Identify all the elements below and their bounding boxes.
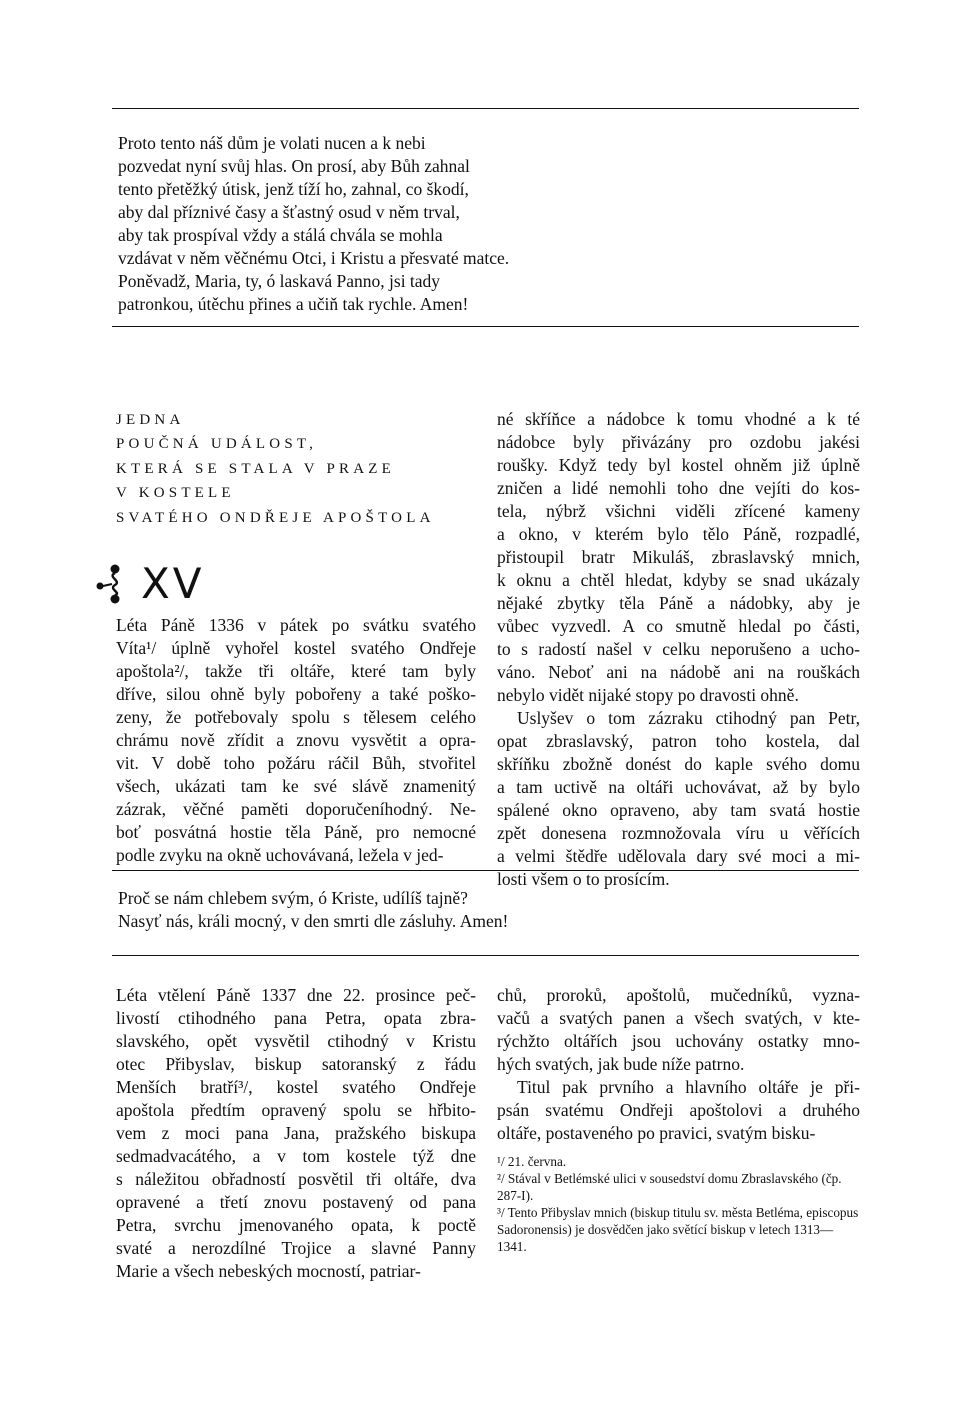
text-line: k oknu a chtěl hledat, kdyby se snad ukázaly xyxy=(497,570,860,590)
text-line: podle zvyku na okně uchovávaná, ležela v jed- xyxy=(116,845,444,865)
verse-line: Nasyť nás, králi mocný, v den smrti dle zásluhy. Amen! xyxy=(118,911,509,931)
poem-line: patronkou, útěchu přines a učiň tak rychle. Amen! xyxy=(118,294,469,314)
text-line: né skříňce a nádobce k tomu vhodné a k té xyxy=(497,409,860,429)
text-line: Menších bratří³/, kostel svatého Ondřeje xyxy=(116,1077,476,1097)
heading-line: V KOSTELE xyxy=(116,485,235,502)
heading-line: KTERÁ SE STALA V PRAZE xyxy=(116,460,395,477)
text-line: rýchžto oltářích jsou uchovány ostatky mno- xyxy=(497,1031,860,1051)
text-line: Titul pak prvního a hlavního oltáře je při- xyxy=(517,1077,860,1097)
text-line: boť posvátná hostie těla Páně, pro nemocné xyxy=(116,822,476,842)
text-line: a tam uctivě na oltáři uchovávat, až by bylo xyxy=(497,777,860,797)
text-line: chrámu nově zřídit a znovu vysvětit a opra- xyxy=(116,730,476,750)
section2-column-right xyxy=(497,984,860,1145)
text-line: svaté a nerozdílné Trojice a slavné Panny xyxy=(116,1238,476,1258)
chapter-number-row xyxy=(95,560,205,608)
top-rule xyxy=(112,108,859,109)
text-line: opravené a třetí znovu postavený od pana xyxy=(116,1192,476,1212)
text-line: livostí ctihodného pana Petra, opata zbra- xyxy=(116,1008,476,1028)
text-line: s náležitou obřadností posvětil tři oltáře, dva xyxy=(116,1169,476,1189)
text-line: vit. V době toho požáru ráčil Bůh, stvořitel xyxy=(116,753,476,773)
text-line: Léta Páně 1336 v pátek po svátku svatého xyxy=(116,615,476,635)
text-line: váno. Neboť ani na nádobě ani na rouškách xyxy=(497,662,860,682)
text-line: přistoupil bratr Mikuláš, zbraslavský mnich, xyxy=(497,547,860,567)
text-line: sedmadvacátého, a v tom kostele týž dne xyxy=(116,1146,476,1166)
heading-line: POUČNÁ UDÁLOST, xyxy=(116,436,318,453)
text-line: zpět donesena rozmnožovala víru u věřících xyxy=(497,823,860,843)
heading-line: JEDNA xyxy=(116,412,185,428)
poem-top xyxy=(118,132,638,316)
text-line: apoštola²/, takže tři oltáře, které tam byly xyxy=(116,661,476,681)
text-line: apoštola předtím opravený spolu se hřbito- xyxy=(116,1100,476,1120)
text-line: zeny, že potřebovaly spolu s tělesem celého xyxy=(116,707,476,727)
text-line: nějaké zbytky těla Páně a nádobky, aby je xyxy=(497,593,860,613)
text-line: psán svatému Ondřeji apoštolovi a druhého xyxy=(497,1100,860,1120)
poem-line: aby tak prospíval vždy a stálá chvála se mohla xyxy=(118,225,443,245)
fleuron-ornament-icon xyxy=(95,564,127,604)
text-line: nádobce byly přivázány pro ozdobu jakési xyxy=(497,432,860,452)
text-line: vůbec vyzvedl. A co smutně hledal po části, xyxy=(497,616,860,636)
text-line: Léta vtělení Páně 1337 dne 22. prosince peč- xyxy=(116,985,476,1005)
text-line: oltáře, postaveného po pravici, svatým bisku- xyxy=(497,1123,816,1143)
text-line: všech, ukázati tam ke své slávě znamenitý xyxy=(116,776,476,796)
footnote: ¹/ 21. června. xyxy=(497,1154,567,1169)
text-line: nebylo vidět nijaké stopy po dravosti ohně. xyxy=(497,685,799,705)
chapter-text-column-right xyxy=(497,408,860,891)
text-line: roušky. Když tedy byl kostel ohněm již úplně xyxy=(497,455,860,475)
text-line: opat zbraslavský, patron toho kostela, dal xyxy=(497,731,860,751)
poem-line: aby dal příznivé časy a šťastný osud v něm trval, xyxy=(118,202,460,222)
chapter-heading xyxy=(116,408,476,530)
text-line: Uslyšev o tom zázraku ctihodný pan Petr, xyxy=(517,708,860,728)
text-line: dříve, silou ohně byly pobořeny a také poško- xyxy=(116,684,476,704)
text-line: hých svatých, jak bude níže patrno. xyxy=(497,1054,745,1074)
text-line: to s radostí našel v celku neporušeno a ucho- xyxy=(497,639,860,659)
text-line: skříňku zbožně donést do kaple svého domu xyxy=(497,754,860,774)
text-line: tela, nýbrž všichni viděli zřícené kameny xyxy=(497,501,860,521)
footnotes xyxy=(497,1153,860,1255)
footnote: ²/ Stával v Betlémské ulici v sousedství domu Zbraslavského (čp. 287-I). xyxy=(497,1171,842,1203)
text-line: a okno, v kterém bylo tělo Páně, rozpadlé, xyxy=(497,524,860,544)
text-line: losti všem o to prosícím. xyxy=(497,869,670,889)
text-line: vačů a svatých panen a všech svatých, v kte- xyxy=(497,1008,860,1028)
text-line: zázrak, věčné paměti doporučeníhodný. Ne- xyxy=(116,799,476,819)
text-line: spálené okno opraveno, aby tam svatá hostie xyxy=(497,800,860,820)
text-line: otec Přibyslav, biskup satoranský z řádu xyxy=(116,1054,476,1074)
rule-after-verse xyxy=(112,955,859,956)
poem-line: vzdávat v něm věčnému Otci, i Kristu a přesvaté matce. xyxy=(118,248,510,268)
poem-line: Proto tento náš dům je volati nucen a k nebi xyxy=(118,133,426,153)
poem-line: pozvedat nyní svůj hlas. On prosí, aby Bůh zahnal xyxy=(118,156,470,176)
text-line: chů, proroků, apoštolů, mučedníků, vyzna- xyxy=(497,985,860,1005)
text-line: Petra, svrchu jmenovaného opata, k poctě xyxy=(116,1215,476,1235)
text-line: vem z moci pana Jana, pražského biskupa xyxy=(116,1123,476,1143)
text-line: a velmi štědře udělovala dary své moci a mi- xyxy=(497,846,860,866)
verse-line: Proč se nám chlebem svým, ó Kriste, udílíš tajně? xyxy=(118,888,468,908)
chapter-text-column-left xyxy=(116,614,476,867)
text-line: slavského, opět vysvětil ctihodný v Kristu xyxy=(116,1031,476,1051)
poem-line: Poněvadž, Maria, ty, ó laskavá Panno, jsi tady xyxy=(118,271,441,291)
poem-line: tento přetěžký útisk, jenž tíží ho, zahnal, co škodí, xyxy=(118,179,469,199)
text-line: Víta¹/ úplně vyhořel kostel svatého Ondřeje xyxy=(116,638,476,658)
heading-line: SVATÉHO ONDŘEJE APOŠTOLA xyxy=(116,509,435,526)
verse-middle xyxy=(118,887,718,933)
footnote: ³/ Tento Přibyslav mnich (biskup titulu sv. města Betléma, episcopus Sadoronensis) je dosvědčen jako světící biskup v letech 1313—1341. xyxy=(497,1205,859,1254)
chapter-number: XV xyxy=(141,559,205,608)
section2-column-left xyxy=(116,984,476,1283)
text-line: zničen a lidé nemohli toho dne vejíti do kos- xyxy=(497,478,860,498)
text-line: Marie a všech nebeských mocností, patriar- xyxy=(116,1261,421,1281)
rule-after-poem xyxy=(112,326,859,327)
